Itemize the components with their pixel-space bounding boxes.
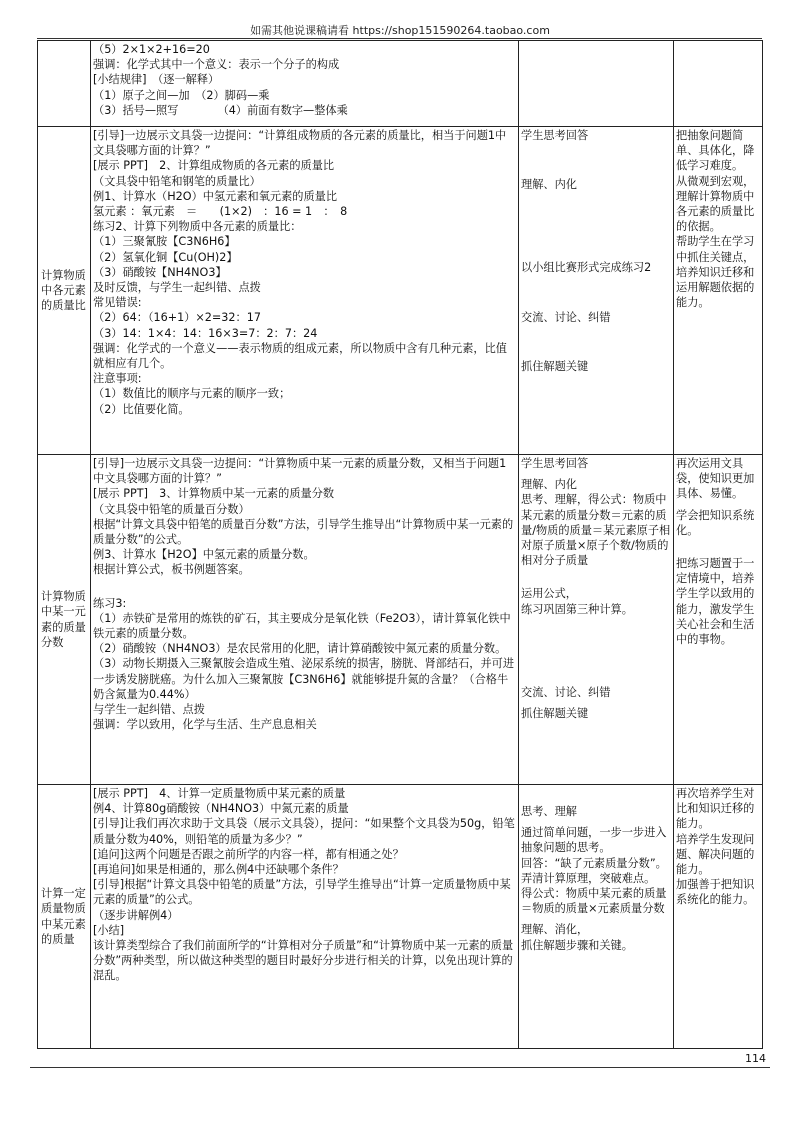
student-line: 运用公式， (521, 587, 577, 601)
process-line: 根据计算公式，板书例题答案。 (93, 563, 250, 577)
process-line: 例4、计算80g硝酸铵（NH4NO3）中氮元素的质量 (93, 802, 349, 816)
student-cell (519, 41, 674, 127)
topic-cell: 计算一定质量物质中某元素的质量 (38, 785, 91, 1049)
table-row (38, 41, 763, 127)
process-line: （3）14：1×4：14：16×3=7：2：7：24 (93, 326, 318, 340)
intent-cell (674, 127, 763, 455)
table-row (38, 127, 763, 455)
process-line: 及时反馈，与学生一起纠错、点拨 (93, 281, 261, 295)
process-line: （5）2×1×2+16=20 (93, 43, 210, 56)
process-line: [引导]一边展示文具袋一边提问：“计算物质中某一元素的质量分数，又相当于问题1中文具袋哪方面的计算？” (93, 457, 507, 486)
process-line: [追问]这两个问题是否跟之前所学的内容一样，都有相通之处？ (93, 847, 404, 861)
topic-cell: 计算物质中某一元素的质量分数 (38, 455, 91, 785)
student-line: 理解、内化 (521, 478, 577, 492)
intent-line: 从微观到宏观，理解计算物质中各元素的质量比的依据。 (676, 174, 755, 234)
process-line: 强调：化学式的一个意义——表示物质的组成元素，所以物质中含有几种元素，比值就相应有几个。 (93, 341, 507, 371)
process-line: 氢元素 ：氧元素 ＝ (1×2) ：16 = 1 ： 8 (93, 205, 348, 219)
intent-line: 把抽象问题简单、具体化，降低学习难度。 (676, 129, 755, 173)
student-line: 弄清计算原理，突破难点。 (521, 871, 656, 885)
student-line: 抓住解题关键 (521, 359, 589, 373)
intent-line: 把练习题置于一定情境中，培养学生学以致用的能力，激发学生关心社会和生活中的事物。 (676, 557, 755, 647)
student-cell (519, 455, 674, 785)
footer-rule (30, 1067, 770, 1068)
student-line: 交流、讨论、纠错 (521, 310, 611, 324)
table-row (38, 455, 763, 785)
process-line: 与学生一起纠错、点拨 (93, 703, 205, 717)
student-line: 思考、理解，得公式：物质中某元素的质量分数＝元素的质量/物质的质量＝某元素原子相对原子质量×原子个数/物质的相对分子质量 (521, 493, 671, 568)
process-line: （3）括号—照写 （4）前面有数字—整体乘 (93, 103, 348, 117)
process-cell (91, 785, 519, 1049)
student-line: 交流、讨论、纠错 (521, 685, 611, 699)
intent-line: 再次培养学生对比和知识迁移的能力。 (676, 787, 755, 831)
student-line: 学生思考回答 (521, 457, 589, 470)
lesson-plan-table (37, 40, 763, 1049)
process-line: 例1、计算水（H2O）中氢元素和氧元素的质量比 (93, 189, 338, 203)
student-line: 得公式：物质中某元素的质量＝物质的质量×元素质量分数 (521, 887, 667, 916)
process-line: （2）硝酸铵（NH4NO3）是农民常用的化肥，请计算硝酸铵中氮元素的质量分数。 (93, 642, 507, 656)
student-line: 学生思考回答 (521, 129, 589, 142)
process-line: （1）原子之间—加 （2）脚码—乘 (93, 88, 270, 102)
process-line: （1）三聚氰胺【C3N6H6】 (93, 235, 236, 249)
process-line: 练习3: (93, 596, 127, 610)
process-line: 例3、计算水【H2O】中氢元素的质量分数。 (93, 548, 315, 562)
student-line: 思考、理解 (521, 805, 577, 818)
process-line: （1）赤铁矿是常用的炼铁的矿石，其主要成分是氧化铁（Fe2O3），请计算氧化铁中铁元素的质量分数。 (93, 611, 511, 641)
student-line: 抓住解题步骤和关键。 (521, 938, 633, 952)
student-cell (519, 127, 674, 455)
process-line: [小结规律] （逐一解释） (93, 73, 220, 87)
process-line: 根据“计算文具袋中铅笔的质量百分数”方法，引导学生推导出“计算物质中某一元素的质量分数”的公式。 (93, 517, 514, 547)
process-line: [引导]一边展示文具袋一边提问：“计算组成物质的各元素的质量比，相当于问题1中文具袋哪方面的计算？” (93, 129, 507, 158)
student-line: 理解、内化 (521, 178, 577, 192)
process-line: 练习2、计算下列物质中各元素的质量比： (93, 220, 302, 234)
intent-line: 加强善于把知识系统化的能力。 (676, 878, 755, 907)
intent-cell (674, 455, 763, 785)
header-rule (37, 38, 762, 39)
page-header: 如需其他说课稿请看 https://shop151590264.taobao.com (250, 24, 550, 37)
process-line: （文具袋中铅笔和钢笔的质量比） (93, 174, 261, 188)
student-line: 以小组比赛形式完成练习2 (521, 261, 652, 275)
process-line: [小结] (93, 923, 125, 937)
process-line: （3）硝酸铵【NH4NO3】 (93, 265, 227, 279)
student-cell (519, 785, 674, 1049)
student-line: 回答：“缺了元素质量分数”。 (521, 856, 667, 870)
process-line: [展示 PPT] 3、计算物质中某一元素的质量分数 (93, 487, 335, 501)
intent-cell (674, 785, 763, 1049)
process-line: （2）氢氧化铜【Cu(OH)2】 (93, 250, 238, 264)
process-line: [展示 PPT] 2、计算组成物质的各元素的质量比 (93, 159, 335, 173)
student-line: 练习巩固第三种计算。 (521, 602, 633, 616)
intent-cell (674, 41, 763, 127)
process-line: （2）64：（16+1）×2=32：17 (93, 311, 261, 325)
intent-line: 再次运用文具袋，使知识更加具体、易懂。 (676, 457, 755, 501)
process-cell (91, 41, 519, 127)
process-line: （逐步讲解例4） (93, 908, 179, 922)
process-line: 注意事项: (93, 372, 142, 386)
process-line: [引导]让我们再次求助于文具袋（展示文具袋），提问：“如果整个文具袋为50g，铅笔质量分数为40%，则铅笔的质量为多少？” (93, 817, 515, 846)
process-line: [引导]根据“计算文具袋中铅笔的质量”方法，引导学生推导出“计算一定质量物质中某元素的质量”的公式。 (93, 878, 511, 907)
process-line: [展示 PPT] 4、计算一定质量物质中某元素的质量 (93, 787, 346, 800)
intent-line: 学会把知识系统化。 (676, 508, 755, 537)
student-line: 理解、消化， (521, 923, 589, 937)
intent-line: 帮助学生在学习中抓住关键点，培养知识迁移和运用解题依据的能力。 (676, 235, 755, 310)
process-line: （3）动物长期摄入三聚氰胺会造成生殖、泌尿系统的损害，膀胱、肾部结石，并可进一步诱发膀胱癌。为什么加入三聚氰胺【C3N6H6】就能够提升氮的含量？（合格牛奶含氮量为0.44%） (93, 657, 515, 701)
process-line: 常见错误: (93, 296, 142, 310)
process-cell (91, 127, 519, 455)
process-line: [再追问]如果是相通的，那么例4中还缺哪个条件？ (93, 863, 344, 877)
topic-cell (38, 41, 91, 127)
process-cell (91, 455, 519, 785)
process-line: 强调：学以致用，化学与生活、生产息息相关 (93, 718, 317, 732)
process-line: （2）比值要化简。 (93, 402, 190, 416)
process-line: （文具袋中铅笔的质量百分数） (93, 502, 250, 516)
topic-cell: 计算物质中各元素的质量比 (38, 127, 91, 455)
process-line: 该计算类型综合了我们前面所学的“计算相对分子质量”和“计算物质中某一元素的质量分数”两种类型，所以做这种类型的题目时最好分步进行相关的计算，以免出现计算的混乱。 (93, 939, 514, 983)
page-number: 114 (745, 1052, 766, 1065)
table-row (38, 785, 763, 1049)
process-line: （1）数值比的顺序与元素的顺序一致； (93, 387, 291, 401)
intent-line: 培养学生发现问题、解决问题的能力。 (676, 832, 755, 877)
student-line: 通过简单问题，一步一步进入抽象问题的思考。 (521, 826, 667, 855)
process-line: 强调：化学式其中一个意义：表示一个分子的构成 (93, 58, 340, 72)
student-line: 抓住解题关键 (521, 707, 589, 721)
